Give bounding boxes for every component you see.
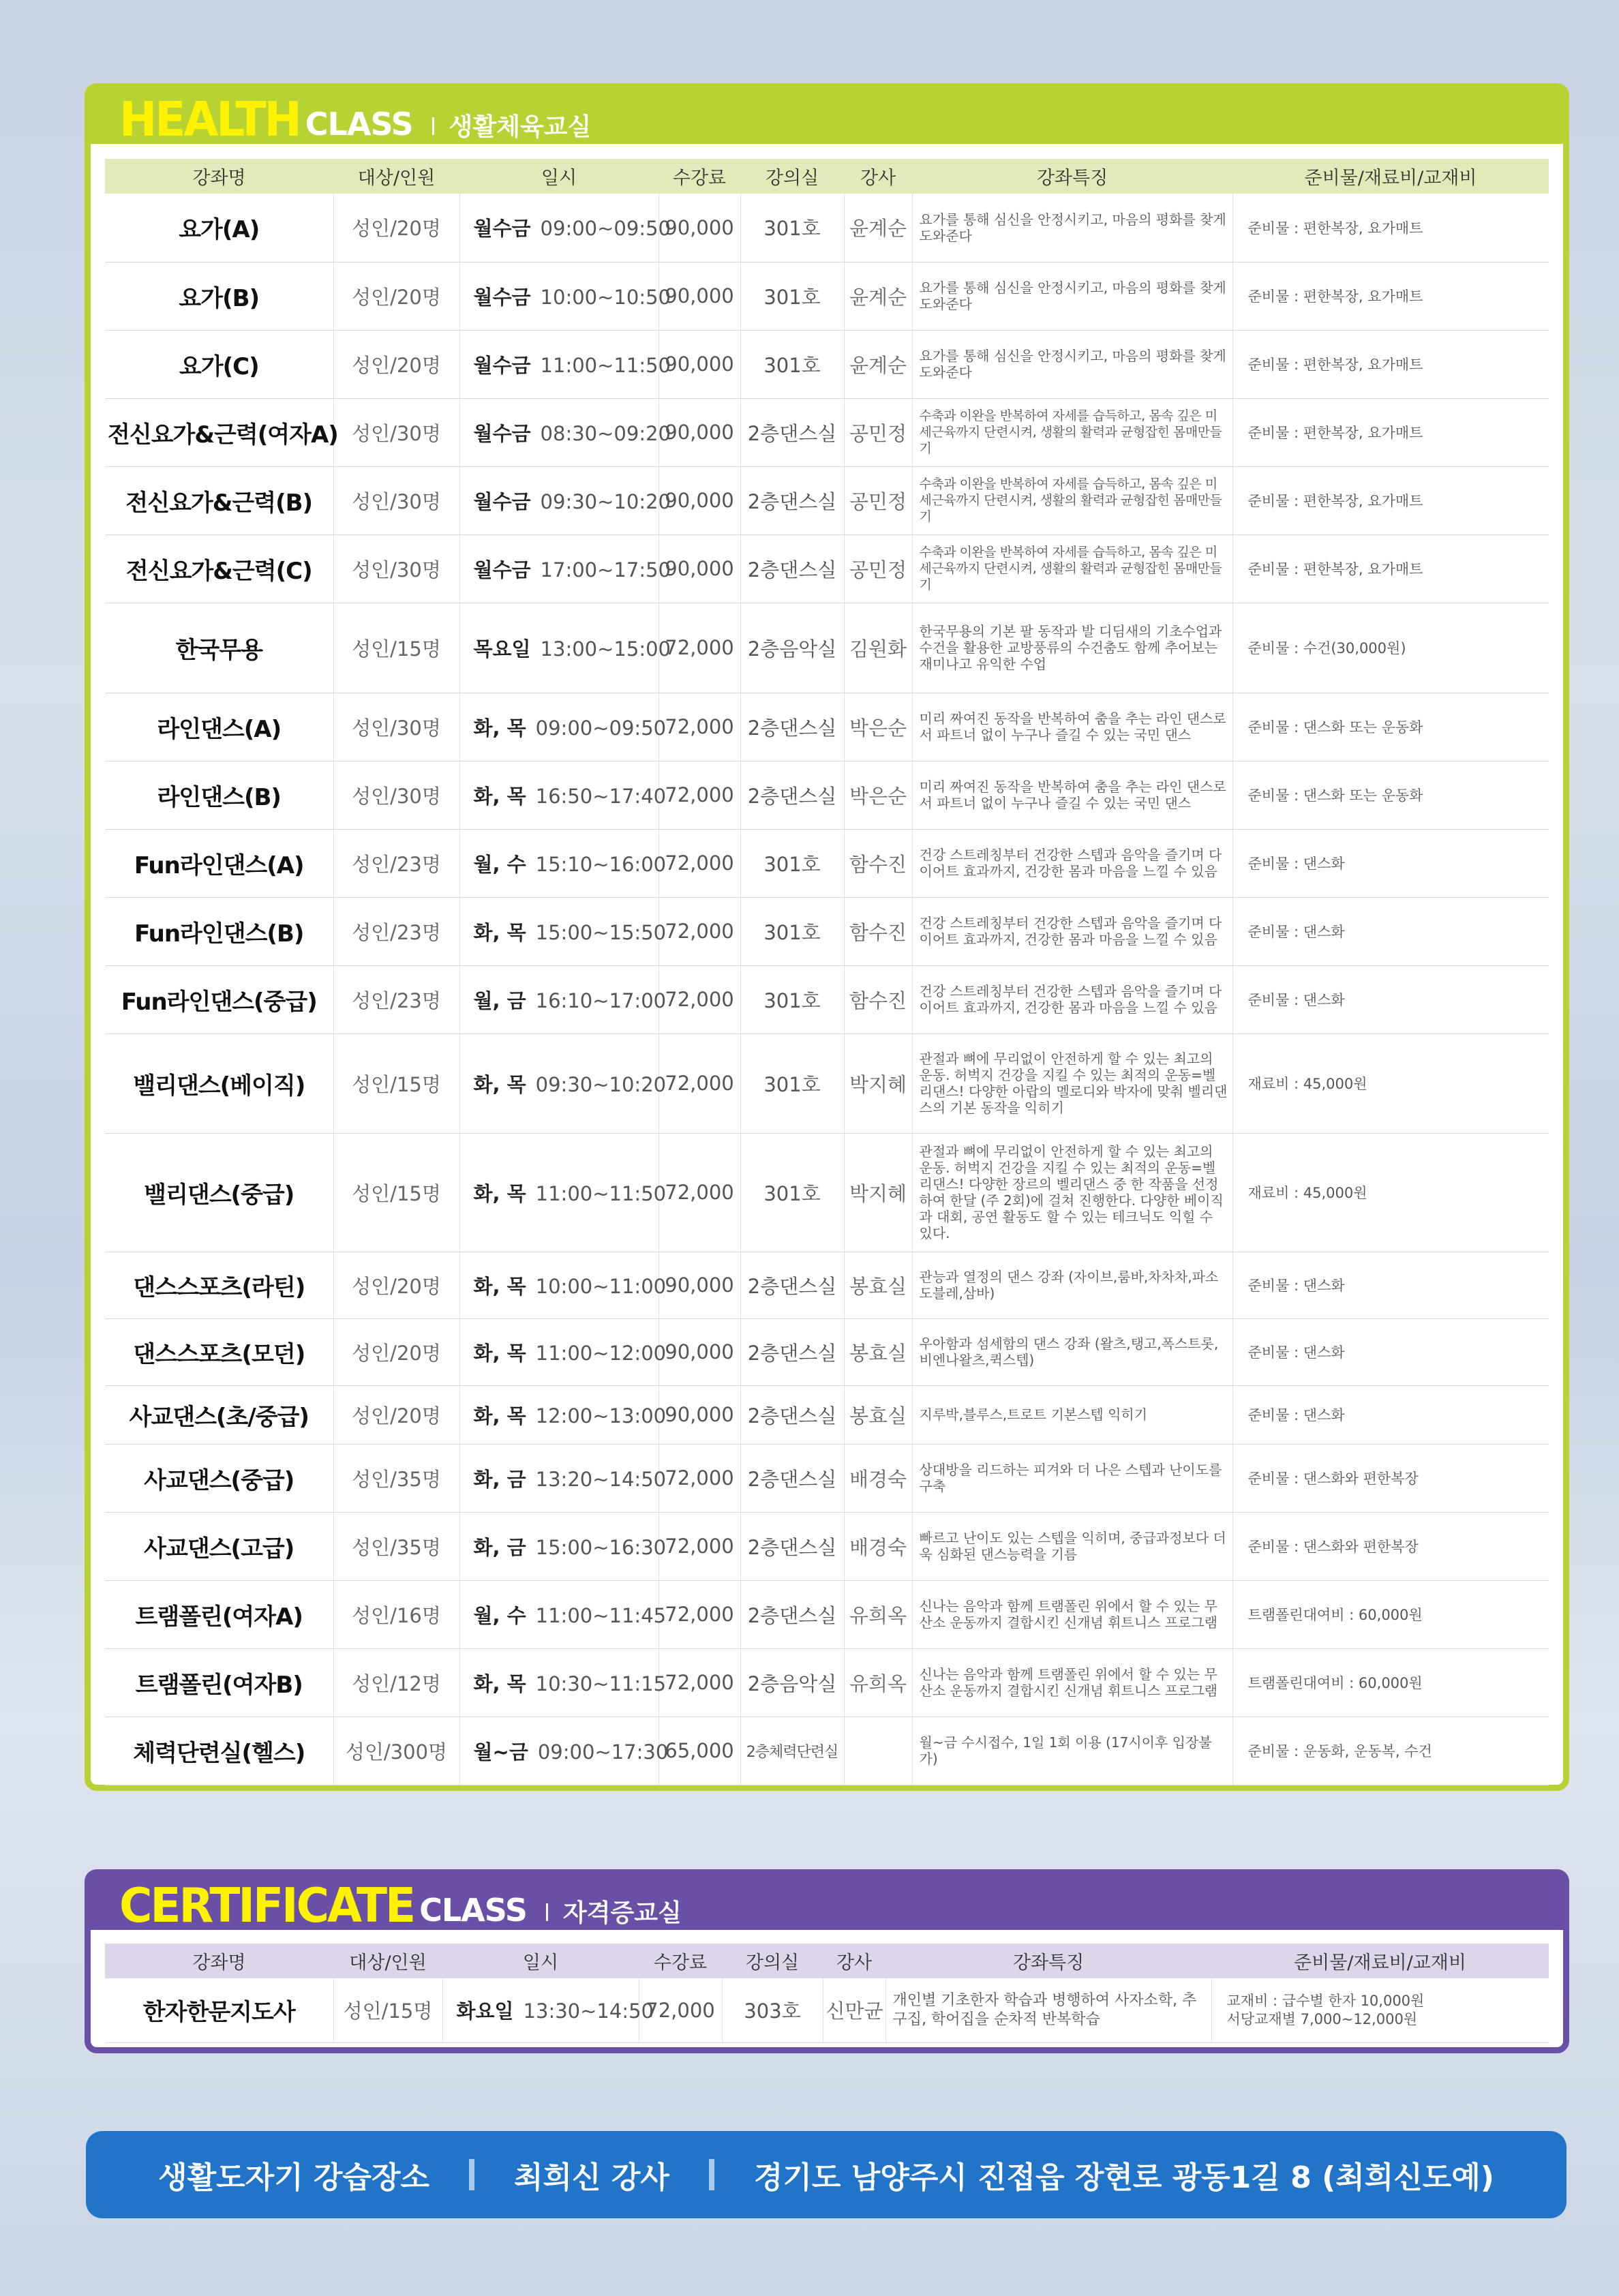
footer-place: 생활도자기 강습장소 — [158, 2160, 430, 2195]
course-time: 10:00~11:00 — [535, 1274, 667, 1298]
course-name: 밸리댄스(베이직) — [105, 1033, 333, 1133]
course-schedule — [459, 1318, 667, 1385]
course-target: 성인/20명 — [333, 1385, 459, 1444]
course-description: 신나는 음악과 함께 트램폴린 위에서 할 수 있는 무산소 운동까지 결합시킨 신개념 휘트니스 프로그램 — [912, 1648, 1232, 1717]
course-schedule — [459, 965, 667, 1033]
course-teacher: 김원화 — [844, 603, 912, 693]
course-fee: 90,000 — [659, 398, 740, 466]
course-schedule — [459, 534, 671, 603]
course-materials: 준비물 : 댄스화와 편한복장 — [1232, 1512, 1549, 1580]
table-row — [105, 330, 1549, 398]
table-row — [105, 1318, 1549, 1385]
course-time: 16:10~17:00 — [535, 988, 667, 1012]
course-description: 미리 짜여진 동작을 반복하여 춤을 추는 라인 댄스로서 파트너 없이 누구나 즐길 수 있는 국민 댄스 — [912, 693, 1232, 761]
footer-divider — [709, 2159, 714, 2190]
col-header-desc: 강좌특징 — [912, 159, 1232, 194]
course-description: 수축과 이완을 반복하여 자세를 습득하고, 몸속 깊은 미세근육까지 단련시켜, 생활의 활력과 균형잡힌 몸매만들기 — [912, 534, 1232, 603]
course-teacher: 봉효실 — [844, 1252, 912, 1318]
course-target: 성인/20명 — [333, 330, 459, 398]
course-time: 09:00~09:50 — [535, 716, 667, 740]
health-class-table — [105, 159, 1549, 1785]
col-header-desc: 강좌특징 — [886, 1944, 1211, 1978]
col-header-target: 대상/인원 — [333, 1944, 442, 1978]
course-schedule — [459, 1133, 667, 1252]
course-name: 트램폴린(여자B) — [105, 1648, 333, 1717]
course-materials: 준비물 : 수건(30,000원) — [1232, 603, 1549, 693]
course-schedule — [459, 1648, 667, 1717]
course-name: 사교댄스(고급) — [105, 1512, 333, 1580]
course-target: 성인/16명 — [333, 1580, 459, 1648]
col-header-name: 강좌명 — [105, 1944, 333, 1978]
course-schedule — [459, 693, 667, 761]
course-fee: 72,000 — [659, 829, 740, 897]
health-title-korean: 생활체육교실 — [449, 113, 592, 141]
course-teacher: 유희옥 — [844, 1580, 912, 1648]
course-materials: 준비물 : 댄스화 — [1232, 897, 1549, 965]
course-days: 화, 금 — [473, 1467, 526, 1491]
col-header-room: 강의실 — [722, 1944, 823, 1978]
course-schedule — [459, 1385, 667, 1444]
course-time: 10:30~11:15 — [535, 1672, 667, 1695]
course-time: 15:10~16:00 — [535, 852, 667, 876]
table-row — [105, 1444, 1549, 1512]
course-target: 성인/23명 — [333, 965, 459, 1033]
course-teacher: 봉효실 — [844, 1318, 912, 1385]
course-schedule — [459, 330, 671, 398]
table-row — [105, 262, 1549, 330]
course-room: 2층댄스실 — [740, 1318, 844, 1385]
course-target: 성인/12명 — [333, 1648, 459, 1717]
table-row — [105, 693, 1549, 761]
table-row — [105, 965, 1549, 1033]
course-name: Fun라인댄스(중급) — [105, 965, 333, 1033]
course-days: 화, 목 — [473, 1672, 526, 1695]
course-fee: 90,000 — [659, 1385, 740, 1444]
course-schedule — [459, 1444, 667, 1512]
course-teacher: 배경숙 — [844, 1444, 912, 1512]
course-materials: 준비물 : 댄스화 또는 운동화 — [1232, 693, 1549, 761]
course-name: 요가(C) — [105, 330, 333, 398]
course-target: 성인/30명 — [333, 398, 459, 466]
course-fee: 90,000 — [659, 534, 740, 603]
course-fee: 65,000 — [659, 1717, 740, 1785]
course-schedule — [459, 466, 671, 534]
course-room: 2층댄스실 — [740, 1444, 844, 1512]
materials-line-2: 서당교재별 7,000~12,000원 — [1226, 2010, 1418, 2027]
course-target: 성인/15명 — [333, 1978, 442, 2042]
course-fee: 72,000 — [659, 603, 740, 693]
course-schedule — [459, 897, 667, 965]
course-schedule — [442, 1978, 654, 2042]
course-name: 사교댄스(중급) — [105, 1444, 333, 1512]
course-time: 13:30~14:50 — [523, 1999, 654, 2023]
course-description: 건강 스트레칭부터 건강한 스텝과 음악을 즐기며 다이어트 효과까지, 건강한 몸과 마음을 느낄 수 있음 — [912, 965, 1232, 1033]
course-description: 관능과 열정의 댄스 강좌 (자이브,룸바,차차차,파소도블레,삼바) — [912, 1252, 1232, 1318]
title-divider — [432, 117, 434, 135]
course-description: 월~금 수시접수, 1일 1회 이용 (17시이후 입장불가) — [912, 1717, 1232, 1785]
course-fee: 72,000 — [659, 965, 740, 1033]
table-row — [105, 534, 1549, 603]
course-fee: 72,000 — [659, 1512, 740, 1580]
course-fee: 90,000 — [659, 466, 740, 534]
course-time: 13:00~15:00 — [540, 637, 671, 661]
certificate-class-panel — [85, 1869, 1569, 2053]
course-days: 월, 수 — [473, 1603, 526, 1627]
course-days: 월수금 — [473, 558, 531, 581]
table-row — [105, 1978, 1549, 2042]
table-row — [105, 829, 1549, 897]
course-name: 밸리댄스(중급) — [105, 1133, 333, 1252]
course-materials: 재료비 : 45,000원 — [1232, 1033, 1549, 1133]
course-materials: 재료비 : 45,000원 — [1232, 1133, 1549, 1252]
table-row — [105, 398, 1549, 466]
footer-info-bar — [86, 2131, 1567, 2218]
course-room: 2층댄스실 — [740, 534, 844, 603]
course-room: 2층댄스실 — [740, 1385, 844, 1444]
course-teacher: 박은순 — [844, 761, 912, 829]
course-materials — [1211, 1978, 1549, 2042]
course-days: 월수금 — [473, 285, 531, 309]
course-schedule — [459, 1512, 667, 1580]
course-description: 우아함과 섬세함의 댄스 강좌 (왈츠,탱고,폭스트롯,비엔나왈츠,퀵스텝) — [912, 1318, 1232, 1385]
course-description: 미리 짜여진 동작을 반복하여 춤을 추는 라인 댄스로서 파트너 없이 누구나 즐길 수 있는 국민 댄스 — [912, 761, 1232, 829]
title-divider — [546, 1903, 548, 1921]
course-description: 요가를 통해 심신을 안정시키고, 마음의 평화를 찾게 도와준다 — [912, 330, 1232, 398]
health-class-title — [119, 93, 591, 146]
course-description: 수축과 이완을 반복하여 자세를 습득하고, 몸속 깊은 미세근육까지 단련시켜, 생활의 활력과 균형잡힌 몸매만들기 — [912, 398, 1232, 466]
course-materials: 준비물 : 편한복장, 요가매트 — [1232, 330, 1549, 398]
course-teacher — [844, 1717, 912, 1785]
course-days: 화, 목 — [473, 1404, 526, 1428]
table-row — [105, 1648, 1549, 1717]
course-materials: 준비물 : 댄스화 — [1232, 1385, 1549, 1444]
course-schedule — [459, 1580, 667, 1648]
course-description: 건강 스트레칭부터 건강한 스텝과 음악을 즐기며 다이어트 효과까지, 건강한 몸과 마음을 느낄 수 있음 — [912, 829, 1232, 897]
course-name: 요가(A) — [105, 194, 333, 262]
course-name: 한자한문지도사 — [105, 1978, 333, 2042]
course-name: 요가(B) — [105, 262, 333, 330]
course-room: 2층댄스실 — [740, 693, 844, 761]
course-teacher: 윤계순 — [844, 330, 912, 398]
course-target: 성인/15명 — [333, 1133, 459, 1252]
col-header-fee: 수강료 — [639, 1944, 722, 1978]
course-room: 2층댄스실 — [740, 398, 844, 466]
course-teacher: 배경숙 — [844, 1512, 912, 1580]
course-schedule — [459, 761, 667, 829]
course-time: 09:00~09:50 — [540, 217, 671, 241]
health-class-header — [91, 89, 1563, 147]
table-row — [105, 1252, 1549, 1318]
course-name: 체력단련실(헬스) — [105, 1717, 333, 1785]
course-room: 301호 — [740, 194, 844, 262]
col-header-prep: 준비물/재료비/교재비 — [1211, 1944, 1549, 1978]
course-room: 301호 — [740, 897, 844, 965]
course-target: 성인/20명 — [333, 1252, 459, 1318]
course-days: 월, 수 — [473, 852, 526, 876]
table-header-row — [105, 159, 1549, 194]
course-name: 댄스스포츠(모던) — [105, 1318, 333, 1385]
course-materials: 준비물 : 편한복장, 요가매트 — [1232, 466, 1549, 534]
course-time: 12:00~13:00 — [535, 1404, 667, 1428]
course-teacher: 함수진 — [844, 965, 912, 1033]
course-fee: 72,000 — [659, 1033, 740, 1133]
course-target: 성인/30명 — [333, 693, 459, 761]
course-schedule — [459, 603, 671, 693]
course-room: 2층댄스실 — [740, 1252, 844, 1318]
course-materials: 준비물 : 댄스화 — [1232, 1318, 1549, 1385]
course-schedule — [459, 1717, 669, 1785]
footer-address: 경기도 남양주시 진접읍 장현로 광동1길 8 (최희신도예) — [753, 2160, 1494, 2195]
table-row — [105, 1512, 1549, 1580]
course-name: 전신요가&근력(C) — [105, 534, 333, 603]
course-days: 월수금 — [473, 421, 531, 445]
course-time: 09:30~10:20 — [535, 1072, 667, 1096]
course-materials: 트램폴린대여비 : 60,000원 — [1232, 1580, 1549, 1648]
course-fee: 72,000 — [659, 1133, 740, 1252]
course-target: 성인/23명 — [333, 829, 459, 897]
course-fee: 90,000 — [659, 262, 740, 330]
table-row — [105, 194, 1549, 262]
course-name: 라인댄스(B) — [105, 761, 333, 829]
course-schedule — [459, 262, 671, 330]
course-days: 월~금 — [473, 1740, 528, 1764]
course-target: 성인/15명 — [333, 1033, 459, 1133]
course-fee: 72,000 — [659, 1444, 740, 1512]
course-description: 요가를 통해 심신을 안정시키고, 마음의 평화를 찾게 도와준다 — [912, 194, 1232, 262]
course-teacher: 윤계순 — [844, 194, 912, 262]
course-description: 한국무용의 기본 팔 동작과 발 디딤새의 기초수업과 수건을 활용한 교방풍류의 수건춤도 함께 추어보는 재미나고 유익한 수업 — [912, 603, 1232, 693]
course-days: 화, 목 — [473, 1274, 526, 1298]
course-teacher: 윤계순 — [844, 262, 912, 330]
course-materials: 준비물 : 댄스화 또는 운동화 — [1232, 761, 1549, 829]
course-schedule — [459, 1033, 667, 1133]
col-header-time: 일시 — [459, 159, 659, 194]
col-header-target: 대상/인원 — [333, 159, 459, 194]
materials-line-1: 교재비 : 급수별 한자 10,000원 — [1226, 1992, 1425, 2009]
course-fee: 72,000 — [639, 1978, 722, 2042]
col-header-teacher: 강사 — [823, 1944, 886, 1978]
course-name: 전신요가&근력(B) — [105, 466, 333, 534]
health-title-big: HEALTH — [119, 92, 300, 147]
course-materials: 준비물 : 편한복장, 요가매트 — [1232, 534, 1549, 603]
course-room: 301호 — [740, 1033, 844, 1133]
course-fee: 90,000 — [659, 330, 740, 398]
course-schedule — [459, 398, 671, 466]
course-room: 301호 — [740, 829, 844, 897]
course-days: 화요일 — [456, 1999, 514, 2023]
course-time: 17:00~17:50 — [540, 558, 671, 581]
course-room: 2층댄스실 — [740, 761, 844, 829]
course-schedule — [459, 194, 671, 262]
health-title-class: CLASS — [305, 106, 413, 142]
course-target: 성인/30명 — [333, 534, 459, 603]
course-time: 10:00~10:50 — [540, 285, 671, 309]
col-header-prep: 준비물/재료비/교재비 — [1232, 159, 1549, 194]
course-name: 댄스스포츠(라틴) — [105, 1252, 333, 1318]
course-materials: 준비물 : 운동화, 운동복, 수건 — [1232, 1717, 1549, 1785]
course-fee: 90,000 — [659, 194, 740, 262]
course-time: 11:00~11:50 — [540, 353, 671, 377]
course-target: 성인/20명 — [333, 194, 459, 262]
course-days: 화, 목 — [473, 1181, 526, 1205]
course-schedule — [459, 1252, 667, 1318]
course-materials: 준비물 : 댄스화 — [1232, 829, 1549, 897]
course-room: 2층음악실 — [740, 1648, 844, 1717]
course-time: 15:00~16:30 — [535, 1535, 667, 1559]
col-header-room: 강의실 — [740, 159, 844, 194]
course-fee: 72,000 — [659, 1580, 740, 1648]
course-target: 성인/35명 — [333, 1444, 459, 1512]
course-target: 성인/20명 — [333, 1318, 459, 1385]
course-target: 성인/300명 — [333, 1717, 459, 1785]
course-materials: 준비물 : 편한복장, 요가매트 — [1232, 262, 1549, 330]
course-materials: 준비물 : 편한복장, 요가매트 — [1232, 398, 1549, 466]
footer-divider — [469, 2159, 474, 2190]
course-description: 빠르고 난이도 있는 스텝을 익히며, 중급과정보다 더욱 심화된 댄스능력을 기름 — [912, 1512, 1232, 1580]
course-days: 월수금 — [473, 353, 531, 377]
course-room: 2층체력단련실 — [740, 1717, 844, 1785]
course-time: 16:50~17:40 — [535, 784, 667, 808]
course-days: 화, 목 — [473, 1072, 526, 1096]
course-materials: 준비물 : 편한복장, 요가매트 — [1232, 194, 1549, 262]
table-row — [105, 1033, 1549, 1133]
col-header-time: 일시 — [442, 1944, 639, 1978]
footer-teacher: 최희신 강사 — [514, 2160, 669, 2195]
course-time: 11:00~11:50 — [535, 1181, 667, 1205]
course-name: 사교댄스(초/중급) — [105, 1385, 333, 1444]
course-name: Fun라인댄스(A) — [105, 829, 333, 897]
course-fee: 90,000 — [659, 1318, 740, 1385]
col-header-fee: 수강료 — [659, 159, 740, 194]
course-days: 화, 목 — [473, 784, 526, 808]
course-teacher: 공민정 — [844, 466, 912, 534]
course-teacher: 공민정 — [844, 534, 912, 603]
course-room: 301호 — [740, 1133, 844, 1252]
course-days: 화, 목 — [473, 1341, 526, 1365]
course-description: 관절과 뼈에 무리없이 안전하게 할 수 있는 최고의 운동. 허벅지 건강을 지킬 수 있는 최적의 운동=벨리댄스! 다양한 장르의 벨리댄스 중 한 작품을 선정하여 한달 (주 2회)에 걸쳐 진행한다. 다양한 베이직과 대회, 공연 활동도 할 수 있는 테크닉도 익힐 수 있다. — [912, 1133, 1232, 1252]
course-name: 한국무용 — [105, 603, 333, 693]
table-row — [105, 1717, 1549, 1785]
course-days: 월수금 — [473, 489, 531, 513]
course-target: 성인/23명 — [333, 897, 459, 965]
course-room: 301호 — [740, 965, 844, 1033]
course-teacher: 박지혜 — [844, 1033, 912, 1133]
course-time: 09:30~10:20 — [540, 489, 671, 513]
course-fee: 72,000 — [659, 897, 740, 965]
course-teacher: 유희옥 — [844, 1648, 912, 1717]
course-materials: 준비물 : 댄스화 — [1232, 1252, 1549, 1318]
course-room: 2층댄스실 — [740, 466, 844, 534]
course-days: 화, 금 — [473, 1535, 526, 1559]
course-target: 성인/35명 — [333, 1512, 459, 1580]
course-name: 라인댄스(A) — [105, 693, 333, 761]
course-teacher: 신만균 — [823, 1978, 886, 2042]
certificate-class-title — [119, 1879, 682, 1932]
course-room: 303호 — [722, 1978, 823, 2042]
cert-title-class: CLASS — [419, 1892, 527, 1929]
table-row — [105, 466, 1549, 534]
health-class-panel — [85, 83, 1569, 1791]
course-days: 월, 금 — [473, 988, 526, 1012]
table-row — [105, 761, 1549, 829]
course-days: 월수금 — [473, 217, 531, 241]
course-description: 지루박,블루스,트로트 기본스텝 익히기 — [912, 1385, 1232, 1444]
course-time: 11:00~11:45 — [535, 1603, 667, 1627]
course-time: 11:00~12:00 — [535, 1341, 667, 1365]
course-materials: 준비물 : 댄스화 — [1232, 965, 1549, 1033]
course-teacher: 박지혜 — [844, 1133, 912, 1252]
certificate-class-table — [105, 1944, 1549, 2043]
col-header-name: 강좌명 — [105, 159, 333, 194]
cert-title-big: CERTIFICATE — [119, 1878, 414, 1933]
course-fee: 72,000 — [659, 761, 740, 829]
course-time: 13:20~14:50 — [535, 1467, 667, 1491]
course-target: 성인/20명 — [333, 262, 459, 330]
course-materials: 트램폴린대여비 : 60,000원 — [1232, 1648, 1549, 1717]
table-row — [105, 603, 1549, 693]
course-teacher: 함수진 — [844, 829, 912, 897]
course-fee: 72,000 — [659, 1648, 740, 1717]
course-fee: 90,000 — [659, 1252, 740, 1318]
course-name: Fun라인댄스(B) — [105, 897, 333, 965]
course-name: 전신요가&근력(여자A) — [105, 398, 333, 466]
table-row — [105, 1580, 1549, 1648]
course-description: 관절과 뼈에 무리없이 안전하게 할 수 있는 최고의 운동. 허벅지 건강을 지킬 수 있는 최적의 운동=벨리댄스! 다양한 아랍의 멜로디와 박자에 맞춰 벨리댄스의 기본 동작을 익히기 — [912, 1033, 1232, 1133]
course-days: 목요일 — [473, 637, 531, 661]
table-row — [105, 897, 1549, 965]
course-days: 화, 목 — [473, 920, 526, 944]
course-room: 2층댄스실 — [740, 1512, 844, 1580]
course-teacher: 공민정 — [844, 398, 912, 466]
course-name: 트램폴린(여자A) — [105, 1580, 333, 1648]
table-row — [105, 1385, 1549, 1444]
course-room: 2층음악실 — [740, 603, 844, 693]
course-room: 301호 — [740, 262, 844, 330]
course-description: 상대방을 리드하는 피겨와 더 나은 스텝과 난이도를 구축 — [912, 1444, 1232, 1512]
cert-title-korean: 자격증교실 — [562, 1899, 682, 1927]
course-room: 301호 — [740, 330, 844, 398]
course-room: 2층댄스실 — [740, 1580, 844, 1648]
course-fee: 72,000 — [659, 693, 740, 761]
course-schedule — [459, 829, 667, 897]
course-days: 화, 목 — [473, 716, 526, 740]
course-description: 요가를 통해 심신을 안정시키고, 마음의 평화를 찾게 도와준다 — [912, 262, 1232, 330]
course-description: 개인별 기초한자 학습과 병행하여 사자소학, 추구집, 학어집을 순차적 반복학습 — [886, 1978, 1211, 2042]
course-time: 09:00~17:30 — [537, 1740, 669, 1764]
course-target: 성인/15명 — [333, 603, 459, 693]
course-description: 신나는 음악과 함께 트램폴린 위에서 할 수 있는 무산소 운동까지 결합시킨 신개념 휘트니스 프로그램 — [912, 1580, 1232, 1648]
course-teacher: 박은순 — [844, 693, 912, 761]
course-description: 수축과 이완을 반복하여 자세를 습득하고, 몸속 깊은 미세근육까지 단련시켜, 생활의 활력과 균형잡힌 몸매만들기 — [912, 466, 1232, 534]
certificate-class-header — [91, 1875, 1563, 1933]
course-materials: 준비물 : 댄스화와 편한복장 — [1232, 1444, 1549, 1512]
course-target: 성인/30명 — [333, 466, 459, 534]
course-description: 건강 스트레칭부터 건강한 스텝과 음악을 즐기며 다이어트 효과까지, 건강한 몸과 마음을 느낄 수 있음 — [912, 897, 1232, 965]
course-time: 08:30~09:20 — [540, 421, 671, 445]
course-teacher: 봉효실 — [844, 1385, 912, 1444]
table-header-row — [105, 1944, 1549, 1978]
col-header-teacher: 강사 — [844, 159, 912, 194]
course-time: 15:00~15:50 — [535, 920, 667, 944]
course-teacher: 함수진 — [844, 897, 912, 965]
table-row — [105, 1133, 1549, 1252]
course-target: 성인/30명 — [333, 761, 459, 829]
